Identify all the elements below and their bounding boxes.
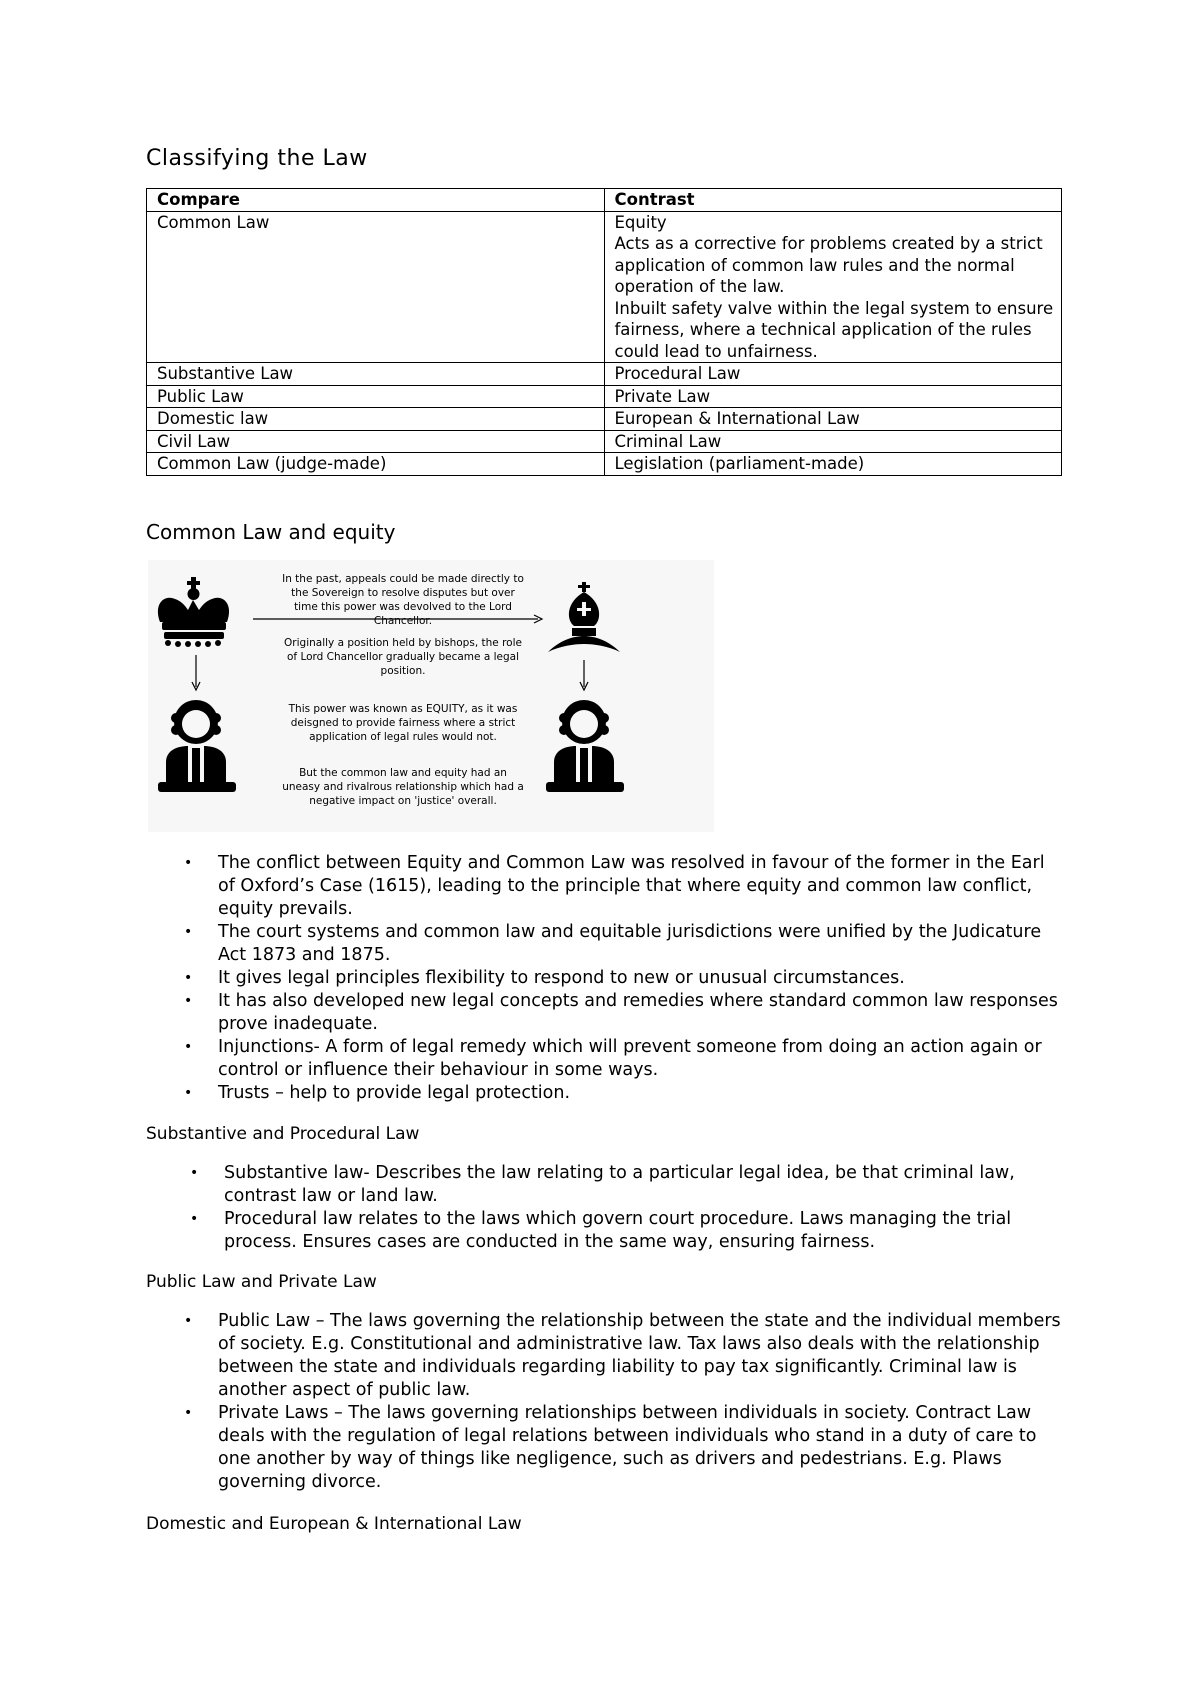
table-header-cell: Contrast <box>604 189 1062 212</box>
list-item: • Public Law – The laws governing the relationship between the state and the individual members of society. E.g. Constitutional and administrative law. Tax laws also deals with the relationship between the state and individuals regarding liability to pay tax significantly. Criminal law is another aspect of public law. <box>184 1311 1061 1400</box>
diagram-text-3: This power was known as EQUITY, as it was deisgned to provide fairness where a strict application of legal rules would not. <box>288 703 518 743</box>
list-item: • Substantive law- Describes the law relating to a particular legal idea, be that criminal law, contrast law or land law. <box>190 1163 1015 1206</box>
public-private-bullet-list <box>146 1310 1072 1494</box>
diagram-text-2: Originally a position held by bishops, the role of Lord Chancellor gradually became a legal position. <box>284 637 522 677</box>
crown-icon <box>158 577 229 647</box>
table-cell: Private Law <box>604 385 1062 408</box>
table-header-row <box>147 189 1062 212</box>
list-item: • It has also developed new legal concepts and remedies where standard common law responses prove inadequate. <box>184 991 1058 1034</box>
comparison-table <box>146 188 1062 476</box>
equity-bullet-list <box>146 852 1066 1105</box>
table-cell: Procedural Law <box>604 363 1062 386</box>
table-row <box>147 385 1062 408</box>
table-row <box>147 408 1062 431</box>
table-row <box>147 211 1062 363</box>
table-cell: Equity Acts as a corrective for problems created by a strict application of common law rules and the normal operation of the law. Inbuilt safety valve within the legal system to ensure fairness, where a technical application of the rules could lead to unfairness. <box>604 211 1062 363</box>
table-cell: Criminal Law <box>604 430 1062 453</box>
diagram-text-4: But the common law and equity had an uneasy and rivalrous relationship which had a negative impact on 'justice' overall. <box>282 767 524 807</box>
table-cell: Legislation (parliament-made) <box>604 453 1062 476</box>
table-cell: Substantive Law <box>147 363 605 386</box>
list-item: • It gives legal principles flexibility to respond to new or unusual circumstances. <box>184 968 905 988</box>
judge-icon <box>158 700 236 792</box>
table-row <box>147 430 1062 453</box>
table-row <box>147 363 1062 386</box>
diagram-text-1: In the past, appeals could be made directly to the Sovereign to resolve disputes but over time this power was devolved to the Lord Chancellor. <box>282 573 524 627</box>
lord-chancellor-icon <box>546 700 624 792</box>
section-heading-common-law-equity: Common Law and equity <box>146 520 396 544</box>
page-title: Classifying the Law <box>146 146 368 171</box>
table-row <box>147 453 1062 476</box>
equity-diagram <box>148 560 714 832</box>
section-heading-public-private: Public Law and Private Law <box>146 1272 377 1292</box>
table-cell: Civil Law <box>147 430 605 453</box>
list-item: • The conflict between Equity and Common Law was resolved in favour of the former in the Earl of Oxford’s Case (1615), leading to the principle that where equity and common law conflict, equity prevails. <box>184 853 1045 919</box>
table-cell: Common Law (judge-made) <box>147 453 605 476</box>
list-item: • Private Laws – The laws governing relationships between individuals in society. Contract Law deals with the regulation of legal relations between individuals who stand in a duty of care to one another by way of things like negligence, such as drivers and pedestrians. E.g. Plaws governing divorce. <box>184 1403 1037 1492</box>
table-cell: Common Law <box>147 211 605 363</box>
table-header-cell: Compare <box>147 189 605 212</box>
table-cell: Domestic law <box>147 408 605 431</box>
bishop-mitre-icon <box>548 582 620 652</box>
list-item: • The court systems and common law and equitable jurisdictions were unified by the Judicature Act 1873 and 1875. <box>184 922 1042 965</box>
list-item: • Procedural law relates to the laws which govern court procedure. Laws managing the trial process. Ensures cases are conducted in the same way, ensuring fairness. <box>190 1209 1012 1252</box>
section-heading-substantive-procedural: Substantive and Procedural Law <box>146 1124 420 1144</box>
table-cell: Public Law <box>147 385 605 408</box>
list-item: • Injunctions- A form of legal remedy which will prevent someone from doing an action again or control or influence their behaviour in some ways. <box>184 1037 1042 1080</box>
list-item: • Trusts – help to provide legal protection. <box>184 1083 571 1103</box>
substantive-bullet-list <box>146 1162 1072 1254</box>
table-cell: European & International Law <box>604 408 1062 431</box>
section-heading-domestic-european: Domestic and European & International Law <box>146 1514 522 1534</box>
